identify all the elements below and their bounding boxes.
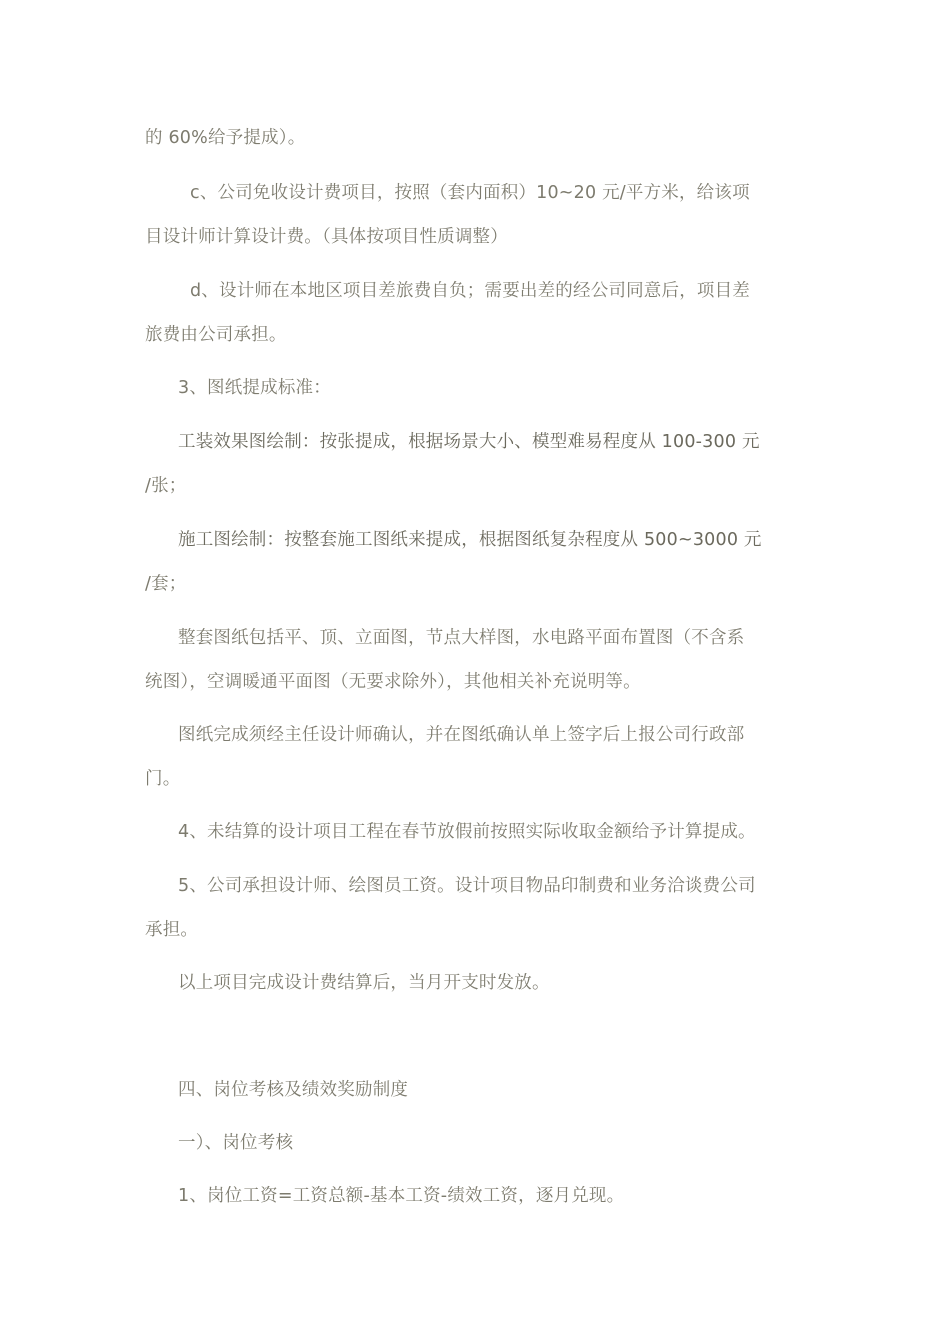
paragraph-line-renderings-cont: /张； [145, 476, 187, 496]
paragraph-line-item-5-cont: 承担。 [145, 920, 199, 940]
paragraph-line-renderings: 工装效果图绘制：按张提成，根据场景大小、模型难易程度从 100-300 元 [178, 432, 760, 452]
paragraph-line-position-wage: 1、岗位工资=工资总额-基本工资-绩效工资，逐月兑现。 [178, 1186, 625, 1206]
paragraph-line-c-item-cont: 目设计师计算设计费。（具体按项目性质调整） [145, 227, 508, 247]
paragraph-line-d-item: d、设计师在本地区项目差旅费自负；需要出差的经公司同意后，项目差 [190, 281, 751, 301]
paragraph-line-item-4: 4、未结算的设计项目工程在春节放假前按照实际收取金额给予计算提成。 [178, 822, 756, 842]
section-heading-assessment: 四、岗位考核及绩效奖励制度 [178, 1080, 409, 1100]
paragraph-line-drawing-set-cont: 统图），空调暖通平面图（无要求除外），其他相关补充说明等。 [145, 672, 641, 692]
paragraph-line-percentage: 的 60%给予提成）。 [145, 128, 306, 148]
paragraph-line-construction-drawings-cont: /套； [145, 574, 187, 594]
paragraph-line-item-5: 5、公司承担设计师、绘图员工资。设计项目物品印制费和业务洽谈费公司 [178, 876, 756, 896]
paragraph-line-construction-drawings: 施工图绘制：按整套施工图纸来提成，根据图纸复杂程度从 500~3000 元 [178, 530, 762, 550]
paragraph-line-c-item: c、公司免收设计费项目，按照（套内面积）10~20 元/平方米，给该项 [190, 183, 750, 203]
paragraph-line-payment: 以上项目完成设计费结算后，当月开支时发放。 [178, 973, 550, 993]
section-heading-drawing-standard: 3、图纸提成标准： [178, 378, 331, 398]
paragraph-line-approval-cont: 门。 [145, 769, 181, 789]
paragraph-line-d-item-cont: 旅费由公司承担。 [145, 325, 287, 345]
paragraph-line-approval: 图纸完成须经主任设计师确认，并在图纸确认单上签字后上报公司行政部 [178, 725, 745, 745]
subsection-heading-position-assessment: 一）、岗位考核 [178, 1133, 294, 1153]
paragraph-line-drawing-set: 整套图纸包括平、顶、立面图，节点大样图，水电路平面布置图（不含系 [178, 628, 745, 648]
